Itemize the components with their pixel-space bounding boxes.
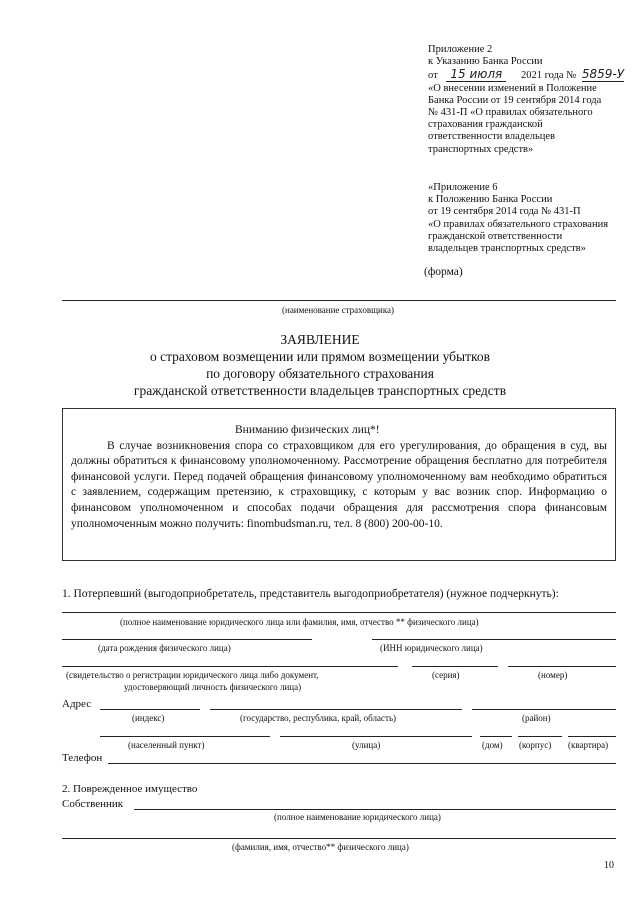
series-line[interactable] — [412, 666, 498, 667]
title-line-2: о страховом возмещении или прямом возмещении убытков — [150, 349, 490, 364]
index-line[interactable] — [100, 709, 200, 710]
certificate-line[interactable] — [62, 666, 398, 667]
appendix-line: к Указанию Банка России — [428, 56, 543, 68]
fullname-line[interactable] — [62, 612, 616, 613]
appendix-line: от 19 сентября 2014 года № 431-П — [428, 206, 581, 218]
address-label: Адрес — [62, 698, 92, 710]
locality-line[interactable] — [100, 736, 270, 737]
series-caption: (серия) — [432, 670, 460, 680]
inn-line[interactable] — [372, 639, 616, 640]
title-line-1: ЗАЯВЛЕНИЕ — [280, 332, 360, 347]
title-line-4: гражданской ответственности владельцев транспортных средств — [133, 383, 507, 398]
phone-label: Телефон — [62, 752, 103, 764]
certificate-caption-2: удостоверяющий личность физического лица) — [124, 682, 302, 692]
owner-person-line[interactable] — [62, 838, 616, 839]
apartment-caption: (квартира) — [568, 740, 609, 750]
district-caption: (район) — [522, 713, 551, 723]
legal-name-caption: (полное наименование юридического лица) — [274, 812, 441, 822]
handwritten-date: 15 июля — [446, 68, 506, 81]
birthdate-line[interactable] — [62, 639, 312, 640]
fullname-caption: (полное наименование юридического лица или фамилия, имя, отчество ** физического лица) — [120, 617, 479, 627]
appendix-line: транспортных средств» — [428, 143, 534, 155]
insurer-caption: (наименование страховщика) — [282, 305, 395, 315]
appendix-6-block — [428, 182, 608, 255]
number-caption: (номер) — [538, 670, 568, 680]
house-line[interactable] — [480, 736, 512, 737]
phone-line[interactable] — [108, 763, 616, 764]
state-line[interactable] — [210, 709, 462, 710]
appendix-line: Банка России от 19 сентября 2014 года — [428, 94, 602, 106]
building-line[interactable] — [518, 736, 562, 737]
owner-legal-line[interactable] — [134, 809, 616, 810]
title-line-3: по договору обязательного страхования — [206, 366, 434, 381]
person-name-caption: (фамилия, имя, отчество** физического лица) — [232, 842, 409, 852]
handwritten-number: 5859-У — [581, 67, 625, 82]
number-line[interactable] — [508, 666, 616, 667]
certificate-caption-1: (свидетельство о регистрации юридического лица либо документ, — [66, 670, 319, 680]
page-number: 10 — [604, 860, 614, 871]
district-line[interactable] — [472, 709, 616, 710]
appendix-line: гражданской ответственности — [428, 230, 563, 242]
notice-box — [62, 408, 616, 561]
locality-caption: (населенный пункт) — [128, 740, 205, 750]
appendix-2-block — [428, 44, 624, 156]
appendix-line: «О внесении изменений в Положение — [428, 82, 597, 94]
appendix-line: ответственности владельцев — [428, 131, 556, 143]
appendix-line: № 431-П «О правилах обязательного — [428, 107, 593, 119]
appendix-line: «О правилах обязательного страхования — [428, 218, 609, 230]
date-suffix: 2021 года № — [520, 70, 577, 82]
street-caption: (улица) — [352, 740, 381, 750]
building-caption: (корпус) — [519, 740, 552, 750]
index-caption: (индекс) — [132, 713, 165, 723]
document-title — [0, 331, 640, 399]
house-caption: (дом) — [482, 740, 503, 750]
form-label: (форма) — [424, 266, 463, 278]
appendix-line: владельцев транспортных средств» — [428, 243, 586, 255]
insurer-name-line[interactable] — [62, 300, 616, 301]
appendix-line: страхования гражданской — [428, 119, 543, 131]
birthdate-caption: (дата рождения физического лица) — [98, 643, 231, 653]
inn-caption: (ИНН юридического лица) — [380, 643, 483, 653]
appendix-line: Приложение 2 — [428, 44, 493, 55]
date-prefix: от — [428, 70, 438, 82]
owner-label: Собственник — [62, 798, 124, 810]
section-2-heading: 2. Поврежденное имущество — [62, 783, 198, 795]
apartment-line[interactable] — [568, 736, 616, 737]
street-line[interactable] — [280, 736, 472, 737]
section-1-heading: 1. Потерпевший (выгодоприобретатель, представитель выгодоприобретателя) (нужное подчеркнуть): — [62, 588, 559, 600]
notice-text: В случае возникновения спора со страховщиком для его урегулирования, до обращения в суд, вы должны обратиться к финансовому уполномоченному. Рассмотрение обращения бесплатно для потребителя финансовой услуги. Перед подачей обращения финансовому уполномоченному вам необходимо обратиться с заявлением, содержащим претензию, к страховщику, с которым у вас возник спор. Информацию о финансовом уполномоченном и способах подачи обращения для рассмотрения спора финансовым уполномоченным можно получить: finombudsman.ru, тел. 8 (800) 200-00-10. — [71, 439, 607, 530]
notice-heading: Вниманию физических лиц*! — [235, 424, 380, 436]
appendix-date-line — [428, 68, 624, 82]
appendix-line: к Положению Банка России — [428, 194, 553, 206]
appendix-line: «Приложение 6 — [428, 182, 498, 193]
state-caption: (государство, республика, край, область) — [240, 713, 397, 723]
